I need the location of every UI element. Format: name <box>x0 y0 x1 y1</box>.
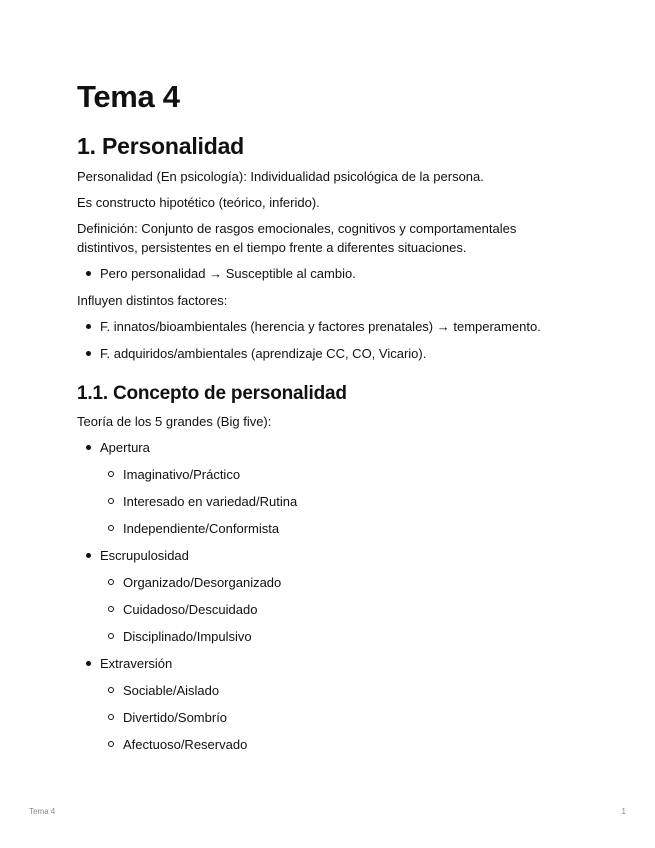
list-item <box>100 708 577 727</box>
list-item <box>77 264 577 283</box>
list-item-text: Interesado en variedad/Rutina <box>123 494 298 509</box>
trait-name: Apertura <box>100 440 150 455</box>
circle-bullet-icon <box>108 498 114 504</box>
trait-name: Extraversión <box>100 656 173 671</box>
bullet-dot-icon <box>86 351 91 356</box>
list-item <box>100 519 577 538</box>
circle-bullet-icon <box>108 741 114 747</box>
list-item <box>100 600 577 619</box>
paragraph-factores: Influyen distintos factores: <box>77 293 228 308</box>
list-item <box>100 573 577 592</box>
bullet-list-factores <box>77 317 577 363</box>
circle-bullet-icon <box>108 525 114 531</box>
list-item-text: Cuidadoso/Descuidado <box>123 602 258 617</box>
list-item-text: F. adquiridos/ambientales (aprendizaje CC, CO, Vicario). <box>100 346 427 361</box>
circle-bullet-icon <box>108 579 114 585</box>
list-item-text: Pero personalidad → Susceptible al cambio. <box>100 266 356 281</box>
bullet-list-big-five <box>77 438 577 754</box>
list-item-text: Afectuoso/Reservado <box>123 737 248 752</box>
section-heading-personalidad: 1. Personalidad <box>77 133 245 159</box>
footer-document-title: Tema 4 <box>29 807 56 816</box>
trait-item-apertura <box>77 438 577 538</box>
footer-page-number: 1 <box>621 807 626 816</box>
list-item-text: Imaginativo/Práctico <box>123 467 241 482</box>
circle-bullet-icon <box>108 687 114 693</box>
circle-bullet-icon <box>108 471 114 477</box>
list-item <box>77 317 577 336</box>
paragraph-constructo: Es constructo hipotético (teórico, inferido). <box>77 195 320 210</box>
trait-item-escrupulosidad <box>77 546 577 646</box>
bullet-dot-icon <box>86 553 91 558</box>
list-item-text: Independiente/Conformista <box>123 521 280 536</box>
list-item <box>77 344 577 363</box>
list-item-text: Divertido/Sombrío <box>123 710 228 725</box>
list-item <box>100 627 577 646</box>
list-item-text: F. innatos/bioambientales (herencia y factores prenatales) → temperamento. <box>100 319 541 334</box>
page-content <box>77 78 577 762</box>
bullet-dot-icon <box>86 445 91 450</box>
page-title: Tema 4 <box>77 79 180 114</box>
sub-list-escrupulosidad <box>100 573 577 646</box>
list-item <box>100 465 577 484</box>
paragraph-big-five: Teoría de los 5 grandes (Big five): <box>77 414 272 429</box>
bullet-dot-icon <box>86 324 91 329</box>
paragraph-definition-psicologia: Personalidad (En psicología): Individualidad psicológica de la persona. <box>77 169 484 184</box>
sub-list-extraversion <box>100 681 577 754</box>
circle-bullet-icon <box>108 714 114 720</box>
list-item-text: Organizado/Desorganizado <box>123 575 282 590</box>
list-item-text: Disciplinado/Impulsivo <box>123 629 252 644</box>
list-item-text: Sociable/Aislado <box>123 683 220 698</box>
bullet-dot-icon <box>86 271 91 276</box>
list-item <box>100 681 577 700</box>
bullet-list-cambio <box>77 264 577 283</box>
paragraph-definicion: Definición: Conjunto de rasgos emocionales, cognitivos y comportamentales distintivos, persistentes en el tiempo frente a diferentes situaciones. <box>77 221 517 255</box>
circle-bullet-icon <box>108 606 114 612</box>
bullet-dot-icon <box>86 661 91 666</box>
list-item <box>100 735 577 754</box>
list-item <box>100 492 577 511</box>
sub-list-apertura <box>100 465 577 538</box>
trait-name: Escrupulosidad <box>100 548 189 563</box>
circle-bullet-icon <box>108 633 114 639</box>
subsection-heading-concepto: 1.1. Concepto de personalidad <box>77 383 347 404</box>
trait-item-extraversion <box>77 654 577 754</box>
